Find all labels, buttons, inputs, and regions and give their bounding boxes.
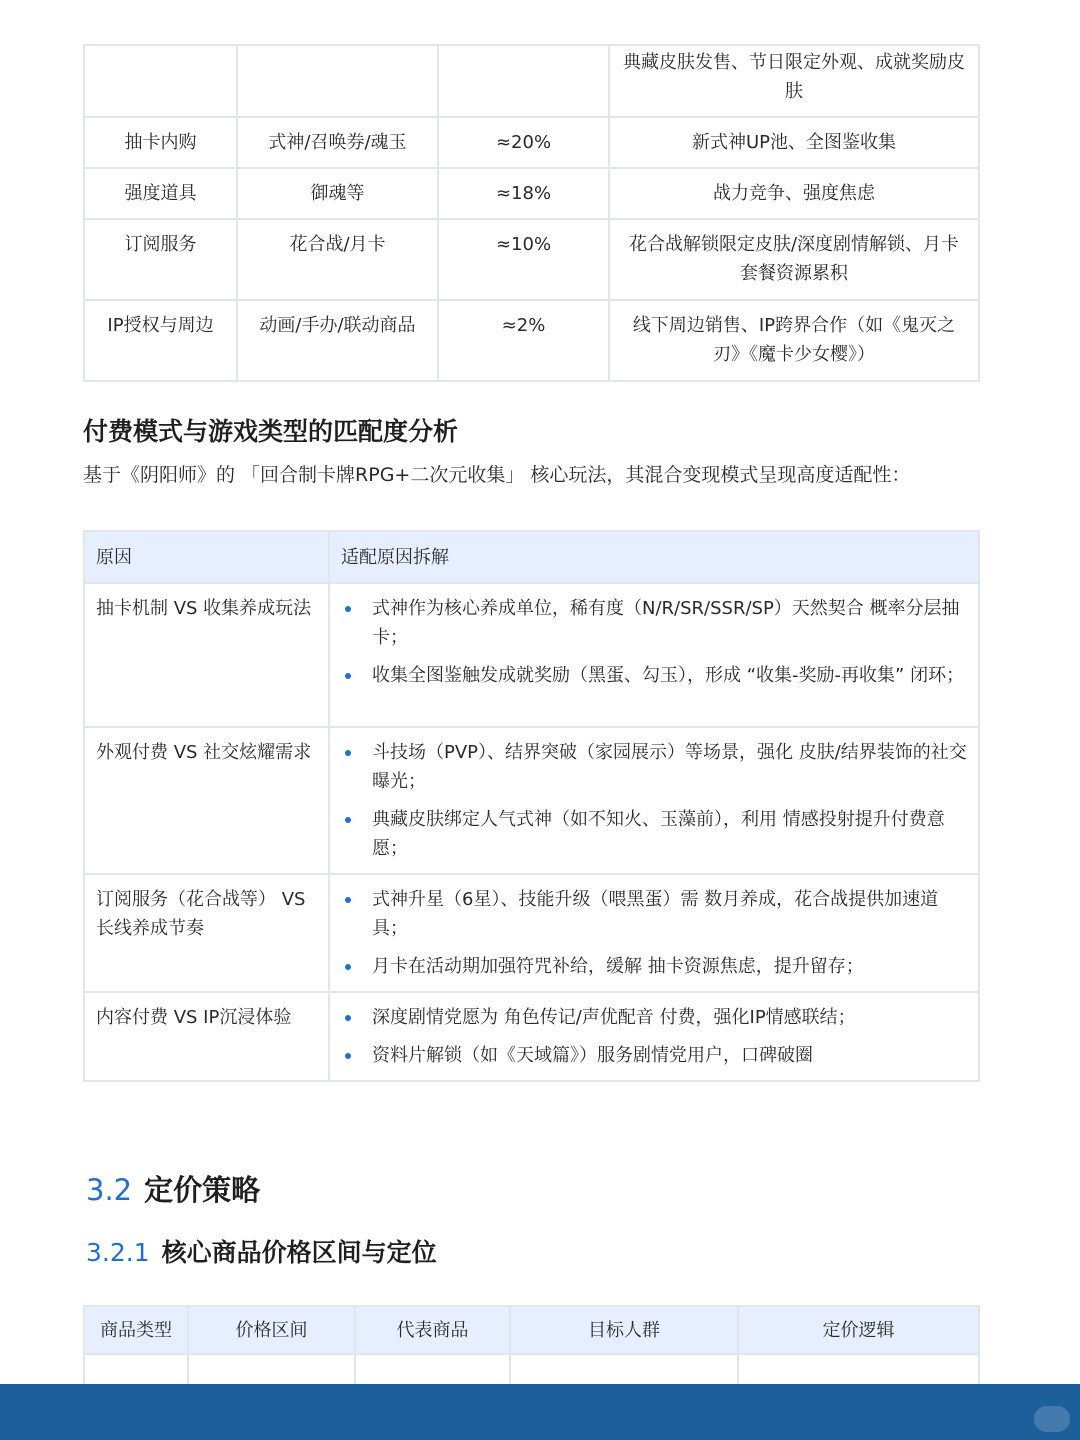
- column-header: 商品类型: [84, 1306, 188, 1354]
- table-cell: [84, 45, 237, 117]
- table-row: [84, 874, 979, 992]
- detail-cell: [329, 583, 979, 727]
- table-cell: 抽卡内购: [84, 117, 237, 168]
- list-item: [341, 661, 967, 690]
- bullet-list: [341, 885, 967, 981]
- column-header-detail: 适配原因拆解: [329, 531, 979, 583]
- fit-analysis-heading: 付费模式与游戏类型的匹配度分析: [83, 417, 459, 446]
- table-row: [84, 168, 979, 219]
- bullet-icon: [345, 606, 351, 612]
- fit-analysis-table: [83, 530, 980, 1082]
- reason-cell: 抽卡机制 VS 收集养成玩法: [84, 583, 329, 727]
- column-header: 代表商品: [355, 1306, 510, 1354]
- table-cell: [237, 45, 438, 117]
- table-cell: 新式神UP池、全图鉴收集: [609, 117, 979, 168]
- table-header-row: [84, 1306, 979, 1354]
- column-header: 定价逻辑: [738, 1306, 979, 1354]
- bullet-icon: [345, 817, 351, 823]
- section-title: 核心商品价格区间与定位: [161, 1238, 437, 1267]
- list-item: [341, 738, 967, 796]
- subsection-heading-price-range: [86, 1233, 437, 1269]
- table-cell: 式神/召唤券/魂玉: [237, 117, 438, 168]
- list-item: [341, 594, 967, 652]
- table-cell: 花合战/月卡: [237, 219, 438, 300]
- reason-cell: 订阅服务（花合战等） VS 长线养成节奏: [84, 874, 329, 992]
- list-item-text: 斗技场（PVP）、结界突破（家园展示）等场景，强化 皮肤/结界装饰的社交曝光；: [372, 742, 967, 792]
- table-cell: 花合战解锁限定皮肤/深度剧情解锁、月卡套餐资源累积: [609, 219, 979, 300]
- table-row: [84, 45, 979, 117]
- reason-cell: 外观付费 VS 社交炫耀需求: [84, 727, 329, 874]
- list-item-text: 收集全图鉴触发成就奖励（黑蛋、勾玉），形成 “收集-奖励-再收集” 闭环；: [372, 665, 965, 686]
- list-item-text: 典藏皮肤绑定人气式神（如不知火、玉藻前），利用 情感投射提升付费意愿；: [372, 809, 945, 859]
- bullet-list: [341, 594, 967, 690]
- bullet-list: [341, 738, 967, 863]
- bullet-icon: [345, 673, 351, 679]
- table-cell: 动画/手办/联动商品: [237, 300, 438, 381]
- fit-analysis-intro: 基于《阴阳师》的 「回合制卡牌RPG+二次元收集」 核心玩法，其混合变现模式呈现高度适配性：: [83, 464, 911, 486]
- table-row: [84, 300, 979, 381]
- table-cell: [438, 45, 609, 117]
- table-cell: ≈18%: [438, 168, 609, 219]
- watermark-logo: [1034, 1406, 1070, 1432]
- list-item-text: 式神升星（6星）、技能升级（喂黑蛋）需 数月养成，花合战提供加速道具；: [372, 889, 939, 939]
- table-cell: 典藏皮肤发售、节日限定外观、成就奖励皮肤: [609, 45, 979, 117]
- detail-cell: [329, 727, 979, 874]
- table-cell: 战力竞争、强度焦虑: [609, 168, 979, 219]
- list-item: [341, 805, 967, 863]
- list-item-text: 深度剧情党愿为 角色传记/声优配音 付费，强化IP情感联结；: [372, 1007, 856, 1028]
- section-number: 3.2.1: [86, 1238, 150, 1267]
- list-item-text: 资料片解锁（如《天域篇》）服务剧情党用户，口碑破圈: [372, 1045, 813, 1066]
- column-header: 目标人群: [510, 1306, 738, 1354]
- table-cell: ≈20%: [438, 117, 609, 168]
- bullet-list: [341, 1003, 967, 1070]
- list-item: [341, 1003, 967, 1032]
- list-item: [341, 885, 967, 943]
- table-row: [84, 583, 979, 727]
- list-item: [341, 952, 967, 981]
- footer-bar: [0, 1384, 1080, 1440]
- bullet-icon: [345, 1015, 351, 1021]
- bullet-icon: [345, 750, 351, 756]
- section-number: 3.2: [86, 1173, 133, 1207]
- column-header: 价格区间: [188, 1306, 355, 1354]
- column-header-reason: 原因: [84, 531, 329, 583]
- detail-cell: [329, 992, 979, 1081]
- list-item: [341, 1041, 967, 1070]
- table-row: [84, 992, 979, 1081]
- bullet-icon: [345, 1053, 351, 1059]
- bullet-icon: [345, 964, 351, 970]
- list-item-text: 式神作为核心养成单位，稀有度（N/R/SR/SSR/SP）天然契合 概率分层抽卡；: [372, 598, 960, 648]
- table-cell: 订阅服务: [84, 219, 237, 300]
- revenue-breakdown-table: [83, 44, 980, 382]
- table-cell: 强度道具: [84, 168, 237, 219]
- section-title: 定价策略: [144, 1173, 261, 1207]
- table-cell: ≈2%: [438, 300, 609, 381]
- table-cell: 御魂等: [237, 168, 438, 219]
- table-row: [84, 117, 979, 168]
- table-row: [84, 219, 979, 300]
- reason-cell: 内容付费 VS IP沉浸体验: [84, 992, 329, 1081]
- detail-cell: [329, 874, 979, 992]
- table-cell: IP授权与周边: [84, 300, 237, 381]
- table-row: [84, 727, 979, 874]
- section-heading-pricing: [86, 1168, 260, 1209]
- list-item-text: 月卡在活动期加强符咒补给，缓解 抽卡资源焦虑，提升留存；: [372, 956, 864, 977]
- table-cell: 线下周边销售、IP跨界合作（如《鬼灭之刃》《魔卡少女樱》）: [609, 300, 979, 381]
- table-header-row: [84, 531, 979, 583]
- table-cell: ≈10%: [438, 219, 609, 300]
- bullet-icon: [345, 897, 351, 903]
